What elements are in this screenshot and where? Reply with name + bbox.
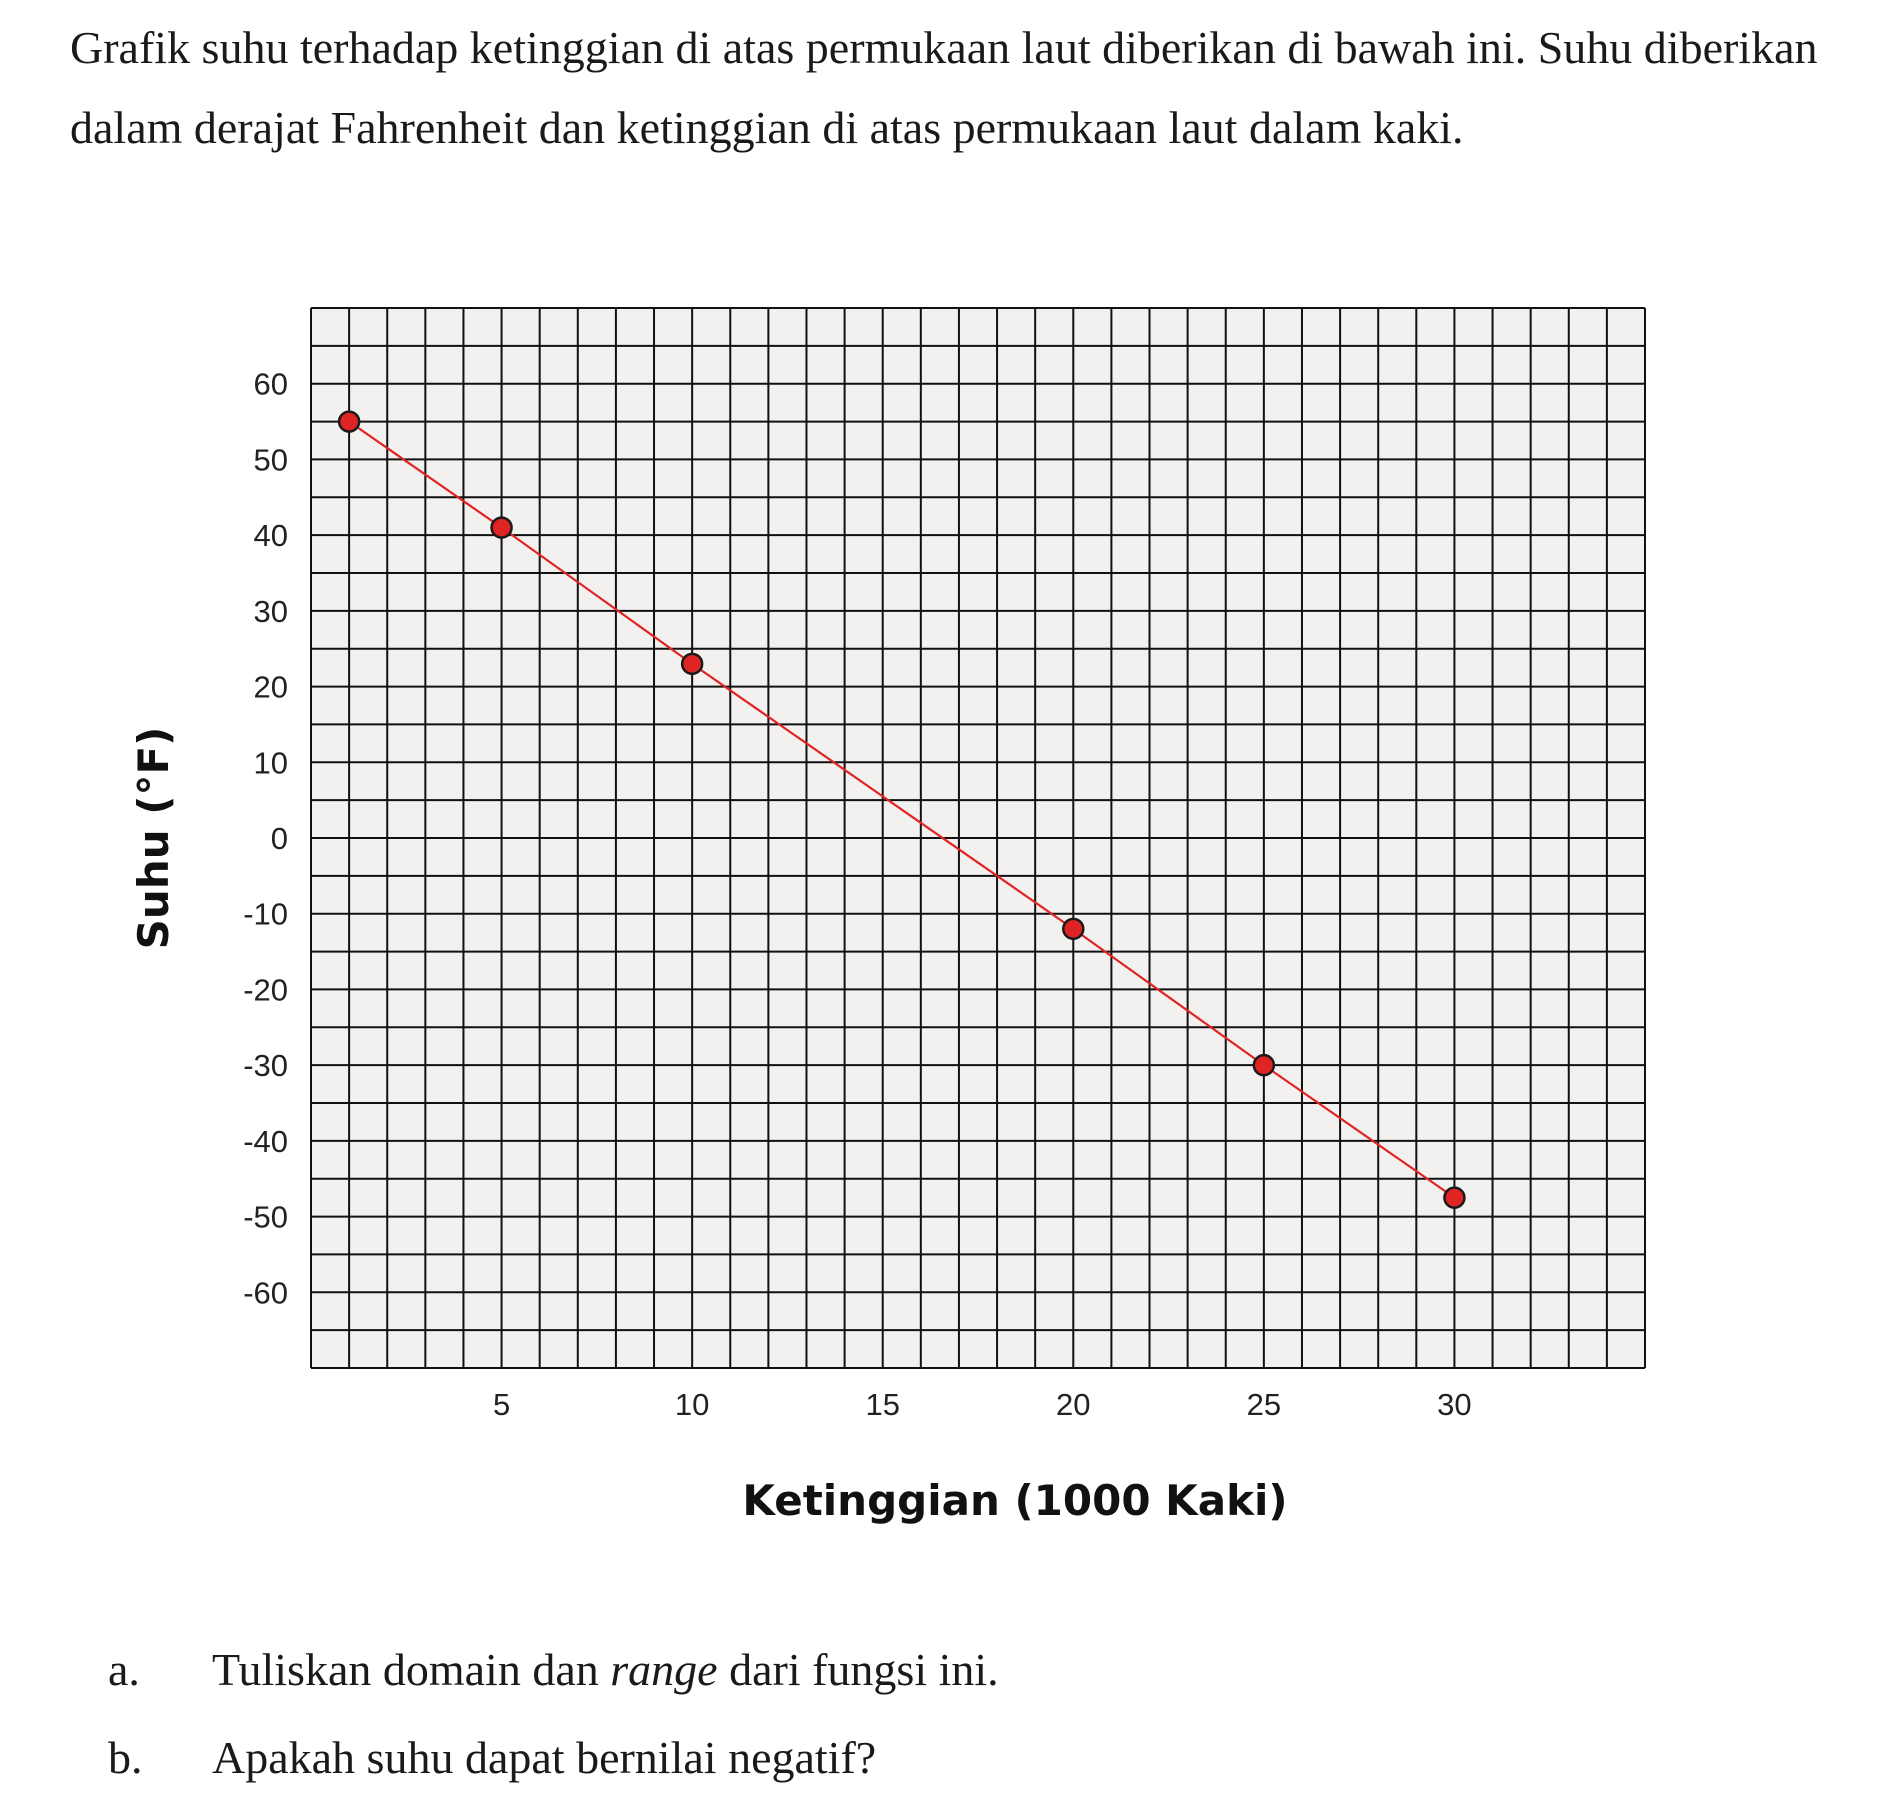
y-tick-label: -60 xyxy=(243,1275,288,1311)
question-b xyxy=(108,1728,1808,1788)
y-tick-label: 40 xyxy=(253,518,288,554)
question-a xyxy=(108,1640,1808,1700)
y-tick-label: -40 xyxy=(243,1123,288,1159)
x-axis-title: Ketinggian (1000 Kaki) xyxy=(742,1476,1288,1525)
y-tick-label: -10 xyxy=(243,896,288,932)
x-tick-label: 20 xyxy=(1056,1387,1091,1422)
x-axis-tick-labels xyxy=(493,1387,1472,1422)
y-tick-label: -50 xyxy=(243,1199,288,1235)
data-point xyxy=(339,412,359,432)
question-letter: b. xyxy=(108,1732,143,1783)
x-tick-label: 10 xyxy=(674,1387,710,1422)
question-text-end: dari fungsi ini. xyxy=(717,1644,999,1695)
question-text: Tuliskan domain dan xyxy=(212,1644,611,1695)
y-tick-label: 0 xyxy=(270,821,288,856)
y-tick-label: 20 xyxy=(253,669,288,705)
y-tick-label: 30 xyxy=(253,593,288,629)
y-tick-label: -20 xyxy=(243,972,288,1008)
question-text: Apakah suhu dapat bernilai negatif? xyxy=(212,1732,877,1783)
data-point xyxy=(1063,919,1083,939)
data-point xyxy=(682,654,702,674)
x-tick-label: 5 xyxy=(492,1387,511,1422)
intro-paragraph: Grafik suhu terhadap ketinggian di atas permukaan laut diberikan di bawah ini. Suhu diberikan dalam derajat Fahrenheit dan ketinggian di atas permukaan laut dalam kaki. xyxy=(70,22,1818,153)
y-axis-tick-labels xyxy=(243,367,288,1311)
x-tick-label: 25 xyxy=(1246,1387,1282,1422)
y-tick-label: 10 xyxy=(253,745,288,781)
data-point xyxy=(1444,1188,1464,1208)
x-tick-label: 15 xyxy=(865,1387,900,1422)
y-tick-label: -30 xyxy=(243,1048,288,1084)
y-tick-label: 50 xyxy=(253,442,288,478)
x-tick-label: 30 xyxy=(1437,1387,1472,1422)
data-point xyxy=(492,518,512,538)
y-axis-title: Suhu (°F) xyxy=(129,726,178,950)
data-point xyxy=(1254,1055,1274,1075)
question-list xyxy=(108,1640,1808,1816)
question-letter: a. xyxy=(108,1644,140,1695)
question-emphasis: range xyxy=(610,1644,718,1695)
y-tick-label: 60 xyxy=(253,366,288,402)
